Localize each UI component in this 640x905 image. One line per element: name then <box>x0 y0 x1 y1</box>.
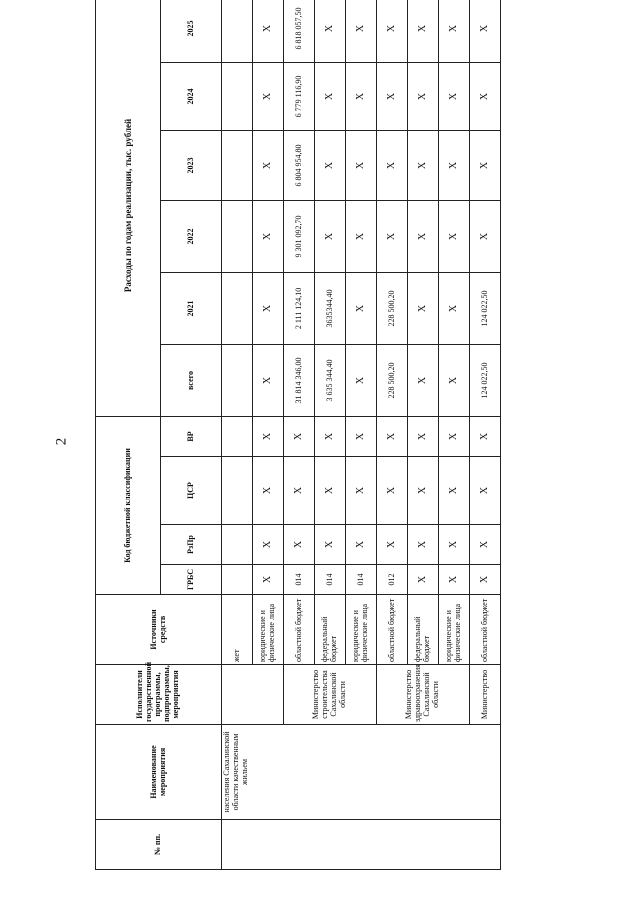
y2021-cell: 228 500,20 <box>377 272 408 344</box>
grbs-cell: X <box>439 565 470 595</box>
y2021-cell: X <box>253 272 284 344</box>
vr-cell: X <box>315 416 346 456</box>
measure-name-cell: населения Сахалинской области качественным жильем <box>222 725 501 820</box>
vr-cell: X <box>377 416 408 456</box>
source-cell: областной бюджет <box>470 595 501 665</box>
total-cell: X <box>253 344 284 416</box>
csr-cell: X <box>377 457 408 525</box>
source-cell: федеральный бюджет <box>408 595 439 665</box>
y2025-cell: X <box>377 0 408 62</box>
header-executor: Исполнители государственной программы, подпрограммы, мероприятия <box>96 665 222 725</box>
rzpr-cell: X <box>377 525 408 565</box>
y2022-cell: X <box>408 200 439 272</box>
y2023-cell: X <box>315 130 346 200</box>
grbs-cell: X <box>408 565 439 595</box>
y2023-cell: X <box>439 130 470 200</box>
rzpr-cell: X <box>470 525 501 565</box>
rzpr-cell: X <box>408 525 439 565</box>
y2021-cell <box>222 272 253 344</box>
header-rzpr: РзПр <box>161 525 222 565</box>
grbs-cell: 014 <box>346 565 377 595</box>
total-cell: X <box>439 344 470 416</box>
y2024-cell: X <box>470 62 501 130</box>
vr-cell: X <box>346 416 377 456</box>
header-source: Источники средств <box>96 595 222 665</box>
y2023-cell: X <box>253 130 284 200</box>
y2022-cell: X <box>439 200 470 272</box>
csr-cell: X <box>346 457 377 525</box>
y2021-cell: 2 111 124,10 <box>284 272 315 344</box>
header-vr: ВР <box>161 416 222 456</box>
total-cell <box>222 344 253 416</box>
y2024-cell: X <box>346 62 377 130</box>
y2025-cell: X <box>346 0 377 62</box>
total-cell: X <box>346 344 377 416</box>
csr-cell: X <box>470 457 501 525</box>
total-cell: 31 814 346,00 <box>284 344 315 416</box>
header-expenses: Расходы по годам реализации, тыс. рублей <box>96 0 161 416</box>
rzpr-cell: X <box>439 525 470 565</box>
y2023-cell: 6 804 954,80 <box>284 130 315 200</box>
y2023-cell: X <box>470 130 501 200</box>
y2022-cell: X <box>315 200 346 272</box>
y2021-cell: X <box>439 272 470 344</box>
source-cell: федеральный бюджет <box>315 595 346 665</box>
y2024-cell: X <box>253 62 284 130</box>
rotated-table-container <box>95 7 585 870</box>
y2022-cell: X <box>377 200 408 272</box>
y2021-cell: X <box>408 272 439 344</box>
source-cell: юридические и физические лица <box>439 595 470 665</box>
header-name: Наименование мероприятия <box>96 725 222 820</box>
row-num-cell <box>222 820 501 870</box>
budget-table <box>95 0 501 870</box>
total-cell: X <box>408 344 439 416</box>
rzpr-cell <box>222 525 253 565</box>
y2024-cell: X <box>439 62 470 130</box>
y2022-cell: X <box>346 200 377 272</box>
y2025-cell: X <box>470 0 501 62</box>
y2021-cell: 124 022,50 <box>470 272 501 344</box>
rzpr-cell: X <box>315 525 346 565</box>
rzpr-cell: X <box>253 525 284 565</box>
grbs-cell: X <box>253 565 284 595</box>
y2022-cell: X <box>253 200 284 272</box>
total-cell: 124 022,50 <box>470 344 501 416</box>
y2022-cell <box>222 200 253 272</box>
y2025-cell: 6 818 057,50 <box>284 0 315 62</box>
y2024-cell: X <box>377 62 408 130</box>
header-2025: 2025 <box>161 0 222 62</box>
grbs-cell <box>222 565 253 595</box>
csr-cell: X <box>408 457 439 525</box>
header-total: всего <box>161 344 222 416</box>
y2024-cell <box>222 62 253 130</box>
y2022-cell: 9 301 092,70 <box>284 200 315 272</box>
csr-cell <box>222 457 253 525</box>
rzpr-cell: X <box>346 525 377 565</box>
y2023-cell: X <box>377 130 408 200</box>
csr-cell: X <box>253 457 284 525</box>
header-csr: ЦСР <box>161 457 222 525</box>
y2024-cell: X <box>408 62 439 130</box>
header-2021: 2021 <box>161 272 222 344</box>
y2024-cell: X <box>315 62 346 130</box>
header-grbs: ГРБС <box>161 565 222 595</box>
total-cell: 3 635 344,40 <box>315 344 346 416</box>
source-cell: юридические и физические лица <box>346 595 377 665</box>
header-num: № пп. <box>96 820 222 870</box>
executor-cell: Министерство <box>470 665 501 725</box>
header-budget-code: Код бюджетной классификации <box>96 416 161 594</box>
header-2022: 2022 <box>161 200 222 272</box>
grbs-cell: 014 <box>315 565 346 595</box>
y2025-cell: X <box>253 0 284 62</box>
y2023-cell: X <box>346 130 377 200</box>
source-cell: областной бюджет <box>284 595 315 665</box>
source-cell: юридические и физические лица <box>253 595 284 665</box>
rzpr-cell: X <box>284 525 315 565</box>
y2025-cell: X <box>439 0 470 62</box>
y2025-cell <box>222 0 253 62</box>
vr-cell: X <box>470 416 501 456</box>
grbs-cell: 012 <box>377 565 408 595</box>
vr-cell: X <box>408 416 439 456</box>
csr-cell: X <box>315 457 346 525</box>
csr-cell: X <box>439 457 470 525</box>
header-2024: 2024 <box>161 62 222 130</box>
total-cell: 228 500,20 <box>377 344 408 416</box>
grbs-cell: 014 <box>284 565 315 595</box>
y2023-cell <box>222 130 253 200</box>
vr-cell <box>222 416 253 456</box>
executor-cell: Министерство здравоохранения Сахалинской области <box>377 665 470 725</box>
y2021-cell: 3635344,40 <box>315 272 346 344</box>
y2024-cell: 6 779 116,90 <box>284 62 315 130</box>
table-row <box>222 0 253 870</box>
y2023-cell: X <box>408 130 439 200</box>
y2022-cell: X <box>470 200 501 272</box>
y2025-cell: X <box>408 0 439 62</box>
source-cell: жет <box>222 595 253 665</box>
grbs-cell: X <box>470 565 501 595</box>
vr-cell: X <box>253 416 284 456</box>
page-number: 2 <box>53 437 70 446</box>
source-cell: областной бюджет <box>377 595 408 665</box>
csr-cell: X <box>284 457 315 525</box>
y2021-cell: X <box>346 272 377 344</box>
header-2023: 2023 <box>161 130 222 200</box>
executor-cell: Министерство строительства Сахалинской области <box>284 665 377 725</box>
vr-cell: X <box>439 416 470 456</box>
y2025-cell: X <box>315 0 346 62</box>
executor-cell <box>222 665 284 725</box>
vr-cell: X <box>284 416 315 456</box>
